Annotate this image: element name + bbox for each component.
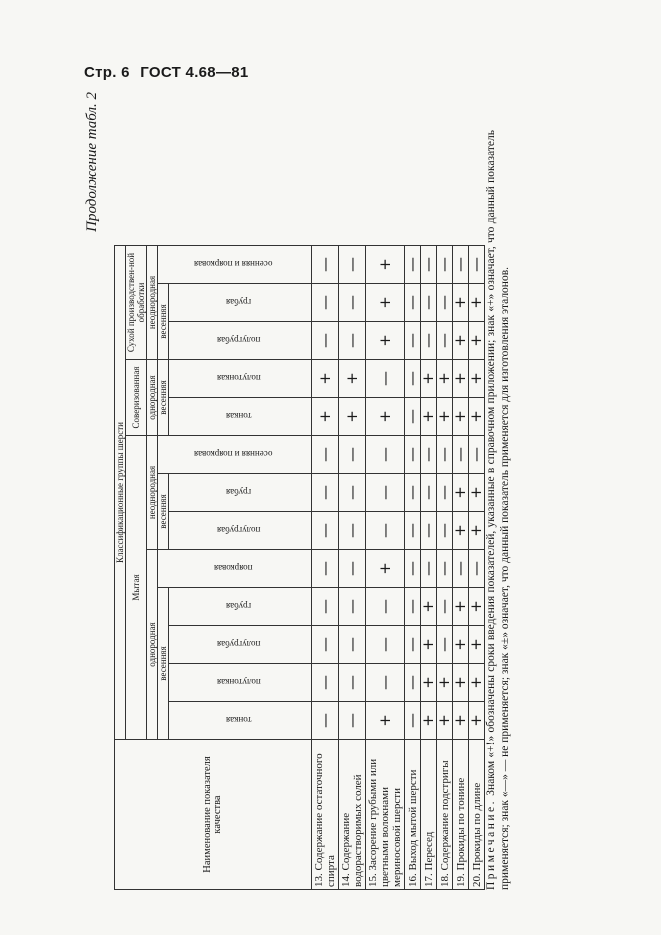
value-cell: — bbox=[312, 702, 339, 740]
value-cell: — bbox=[453, 550, 469, 588]
value-cell: — bbox=[437, 550, 453, 588]
value-cell: — bbox=[405, 322, 421, 360]
table-row bbox=[366, 246, 405, 890]
value-cell: — bbox=[339, 626, 366, 664]
value-cell: — bbox=[469, 246, 485, 284]
value-cell: — bbox=[312, 474, 339, 512]
leaf-header-3: грубая bbox=[169, 588, 312, 626]
value-cell: — bbox=[421, 284, 437, 322]
leaf-header-0: тонкая bbox=[169, 702, 312, 740]
value-cell: — bbox=[405, 626, 421, 664]
rotated-table-area bbox=[84, 90, 584, 890]
value-cell: — bbox=[339, 284, 366, 322]
name-column-header: Наименование показателя качества bbox=[115, 740, 312, 890]
subgroup-vesennyaya-3: весенняя bbox=[158, 360, 169, 436]
subgroup-vesennyaya-2: весенняя bbox=[158, 474, 169, 550]
value-cell: — bbox=[437, 512, 453, 550]
value-cell: + bbox=[453, 398, 469, 436]
value-cell: + bbox=[469, 512, 485, 550]
leaf-header-4: поярковая bbox=[158, 550, 312, 588]
subgroup-vesennyaya-1: весенняя bbox=[158, 588, 169, 740]
value-cell: — bbox=[437, 284, 453, 322]
leaf-header-6: грубая bbox=[169, 474, 312, 512]
value-cell: — bbox=[366, 664, 405, 702]
value-cell: — bbox=[405, 702, 421, 740]
value-cell: — bbox=[421, 436, 437, 474]
value-cell: — bbox=[339, 664, 366, 702]
value-cell: + bbox=[366, 398, 405, 436]
leaf-header-7: осенняя и поярковая bbox=[158, 436, 312, 474]
subgroup-odnorodnaya-1: однородная bbox=[147, 550, 158, 740]
value-cell: + bbox=[453, 588, 469, 626]
value-cell: + bbox=[339, 398, 366, 436]
value-cell: — bbox=[339, 512, 366, 550]
table-body bbox=[312, 246, 485, 890]
value-cell: + bbox=[421, 360, 437, 398]
row-name: 17. Пересед bbox=[421, 740, 437, 890]
value-cell: + bbox=[453, 702, 469, 740]
value-cell: — bbox=[405, 550, 421, 588]
value-cell: — bbox=[339, 436, 366, 474]
value-cell: + bbox=[366, 322, 405, 360]
row-name: 15. Засорение грубыми или цветными волокнами мериносовой шерсти bbox=[366, 740, 405, 890]
value-cell: + bbox=[453, 474, 469, 512]
subgroup-neodnorodnaya-2: неоднородная bbox=[147, 246, 158, 360]
value-cell: — bbox=[469, 436, 485, 474]
value-cell: — bbox=[421, 550, 437, 588]
value-cell: — bbox=[437, 626, 453, 664]
leaf-header-12: осенняя и поярковая bbox=[158, 246, 312, 284]
leaf-header-9: полутонкая bbox=[169, 360, 312, 398]
value-cell: — bbox=[312, 284, 339, 322]
value-cell: + bbox=[366, 246, 405, 284]
value-cell: — bbox=[437, 246, 453, 284]
value-cell: — bbox=[453, 246, 469, 284]
value-cell: — bbox=[405, 436, 421, 474]
value-cell: + bbox=[421, 626, 437, 664]
leaf-header-8: тонкая bbox=[169, 398, 312, 436]
value-cell: + bbox=[312, 398, 339, 436]
value-cell: — bbox=[339, 588, 366, 626]
value-cell: — bbox=[312, 626, 339, 664]
value-cell: — bbox=[405, 588, 421, 626]
value-cell: — bbox=[366, 512, 405, 550]
value-cell: + bbox=[453, 322, 469, 360]
value-cell: — bbox=[453, 436, 469, 474]
value-cell: + bbox=[469, 360, 485, 398]
value-cell: + bbox=[453, 664, 469, 702]
value-cell: — bbox=[437, 474, 453, 512]
row-name: 16. Выход мытой шерсти bbox=[405, 740, 421, 890]
footnote-text: Знаком «+!» обозначены сроки введения показателей, указанные в справочном приложении; знак «+» означает, что данный показатель применяется; знак «—» — не применяется; знак «±» означает, что данный показатель применяется для изготовления эталонов. bbox=[485, 129, 511, 890]
value-cell: — bbox=[366, 360, 405, 398]
subgroup-vesennyaya-4: весенняя bbox=[158, 284, 169, 360]
table-row bbox=[339, 246, 366, 890]
value-cell: + bbox=[437, 702, 453, 740]
value-cell: — bbox=[405, 246, 421, 284]
value-cell: + bbox=[469, 626, 485, 664]
value-cell: + bbox=[453, 512, 469, 550]
value-cell: — bbox=[437, 322, 453, 360]
leaf-header-2: полугрубая bbox=[169, 626, 312, 664]
footnote-label: Примечание. bbox=[485, 799, 497, 890]
page-header bbox=[84, 64, 249, 81]
subgroup-neodnorodnaya-1: неоднородная bbox=[147, 436, 158, 550]
gost-number: ГОСТ 4.68—81 bbox=[140, 64, 249, 81]
value-cell: — bbox=[421, 512, 437, 550]
value-cell: — bbox=[405, 360, 421, 398]
value-cell: + bbox=[469, 398, 485, 436]
table-row bbox=[469, 246, 485, 890]
row-name: 13. Содержание остаточного спирта bbox=[312, 740, 339, 890]
value-cell: — bbox=[339, 246, 366, 284]
value-cell: — bbox=[339, 322, 366, 360]
value-cell: — bbox=[405, 398, 421, 436]
value-cell: — bbox=[366, 626, 405, 664]
value-cell: — bbox=[421, 246, 437, 284]
value-cell: — bbox=[421, 322, 437, 360]
value-cell: + bbox=[437, 398, 453, 436]
value-cell: + bbox=[469, 284, 485, 322]
table-row bbox=[312, 246, 339, 890]
table-caption: Продолжение табл. 2 bbox=[84, 92, 100, 232]
value-cell: + bbox=[421, 664, 437, 702]
row-name: 14. Содержание водорастворимых солей bbox=[339, 740, 366, 890]
value-cell: + bbox=[421, 398, 437, 436]
row-name: 20. Прокиды по длине bbox=[469, 740, 485, 890]
value-cell: + bbox=[453, 360, 469, 398]
value-cell: + bbox=[366, 702, 405, 740]
value-cell: + bbox=[421, 588, 437, 626]
footnote bbox=[484, 130, 512, 890]
value-cell: + bbox=[469, 664, 485, 702]
value-cell: — bbox=[339, 474, 366, 512]
value-cell: + bbox=[437, 360, 453, 398]
value-cell: + bbox=[339, 360, 366, 398]
value-cell: + bbox=[469, 588, 485, 626]
value-cell: — bbox=[312, 550, 339, 588]
page-number: Стр. 6 bbox=[84, 64, 130, 81]
value-cell: — bbox=[312, 664, 339, 702]
value-cell: — bbox=[437, 588, 453, 626]
value-cell: — bbox=[405, 512, 421, 550]
quality-table bbox=[114, 245, 485, 890]
row-name: 19. Прокиды по тонине bbox=[453, 740, 469, 890]
value-cell: — bbox=[312, 588, 339, 626]
value-cell: — bbox=[366, 436, 405, 474]
value-cell: + bbox=[469, 702, 485, 740]
row-name: 18. Содержание подстригы bbox=[437, 740, 453, 890]
subgroup-odnorodnaya-2: однородная bbox=[147, 360, 158, 436]
value-cell: + bbox=[453, 284, 469, 322]
value-cell: — bbox=[312, 512, 339, 550]
value-cell: + bbox=[366, 550, 405, 588]
value-cell: — bbox=[312, 436, 339, 474]
leaf-header-11: грубая bbox=[169, 284, 312, 322]
value-cell: + bbox=[421, 702, 437, 740]
value-cell: — bbox=[421, 474, 437, 512]
value-cell: — bbox=[469, 550, 485, 588]
leaf-header-10: полугрубая bbox=[169, 322, 312, 360]
class-groups-header: Классификационные группы шерсти bbox=[115, 246, 126, 740]
value-cell: — bbox=[312, 322, 339, 360]
leaf-header-1: полутонкая bbox=[169, 664, 312, 702]
value-cell: — bbox=[339, 702, 366, 740]
group-sukhoy: Сухой производствен-ной обработки bbox=[126, 246, 147, 360]
value-cell: + bbox=[366, 284, 405, 322]
value-cell: — bbox=[437, 436, 453, 474]
value-cell: + bbox=[469, 322, 485, 360]
value-cell: — bbox=[366, 588, 405, 626]
value-cell: — bbox=[405, 284, 421, 322]
value-cell: — bbox=[405, 474, 421, 512]
value-cell: + bbox=[437, 664, 453, 702]
value-cell: + bbox=[453, 626, 469, 664]
leaf-header-5: полугрубая bbox=[169, 512, 312, 550]
value-cell: + bbox=[312, 360, 339, 398]
value-cell: + bbox=[469, 474, 485, 512]
value-cell: — bbox=[405, 664, 421, 702]
value-cell: — bbox=[312, 246, 339, 284]
value-cell: — bbox=[339, 550, 366, 588]
value-cell: — bbox=[366, 474, 405, 512]
group-sovershennaya: Соверизованная bbox=[126, 360, 147, 436]
group-mytaya: Мытая bbox=[126, 436, 147, 740]
